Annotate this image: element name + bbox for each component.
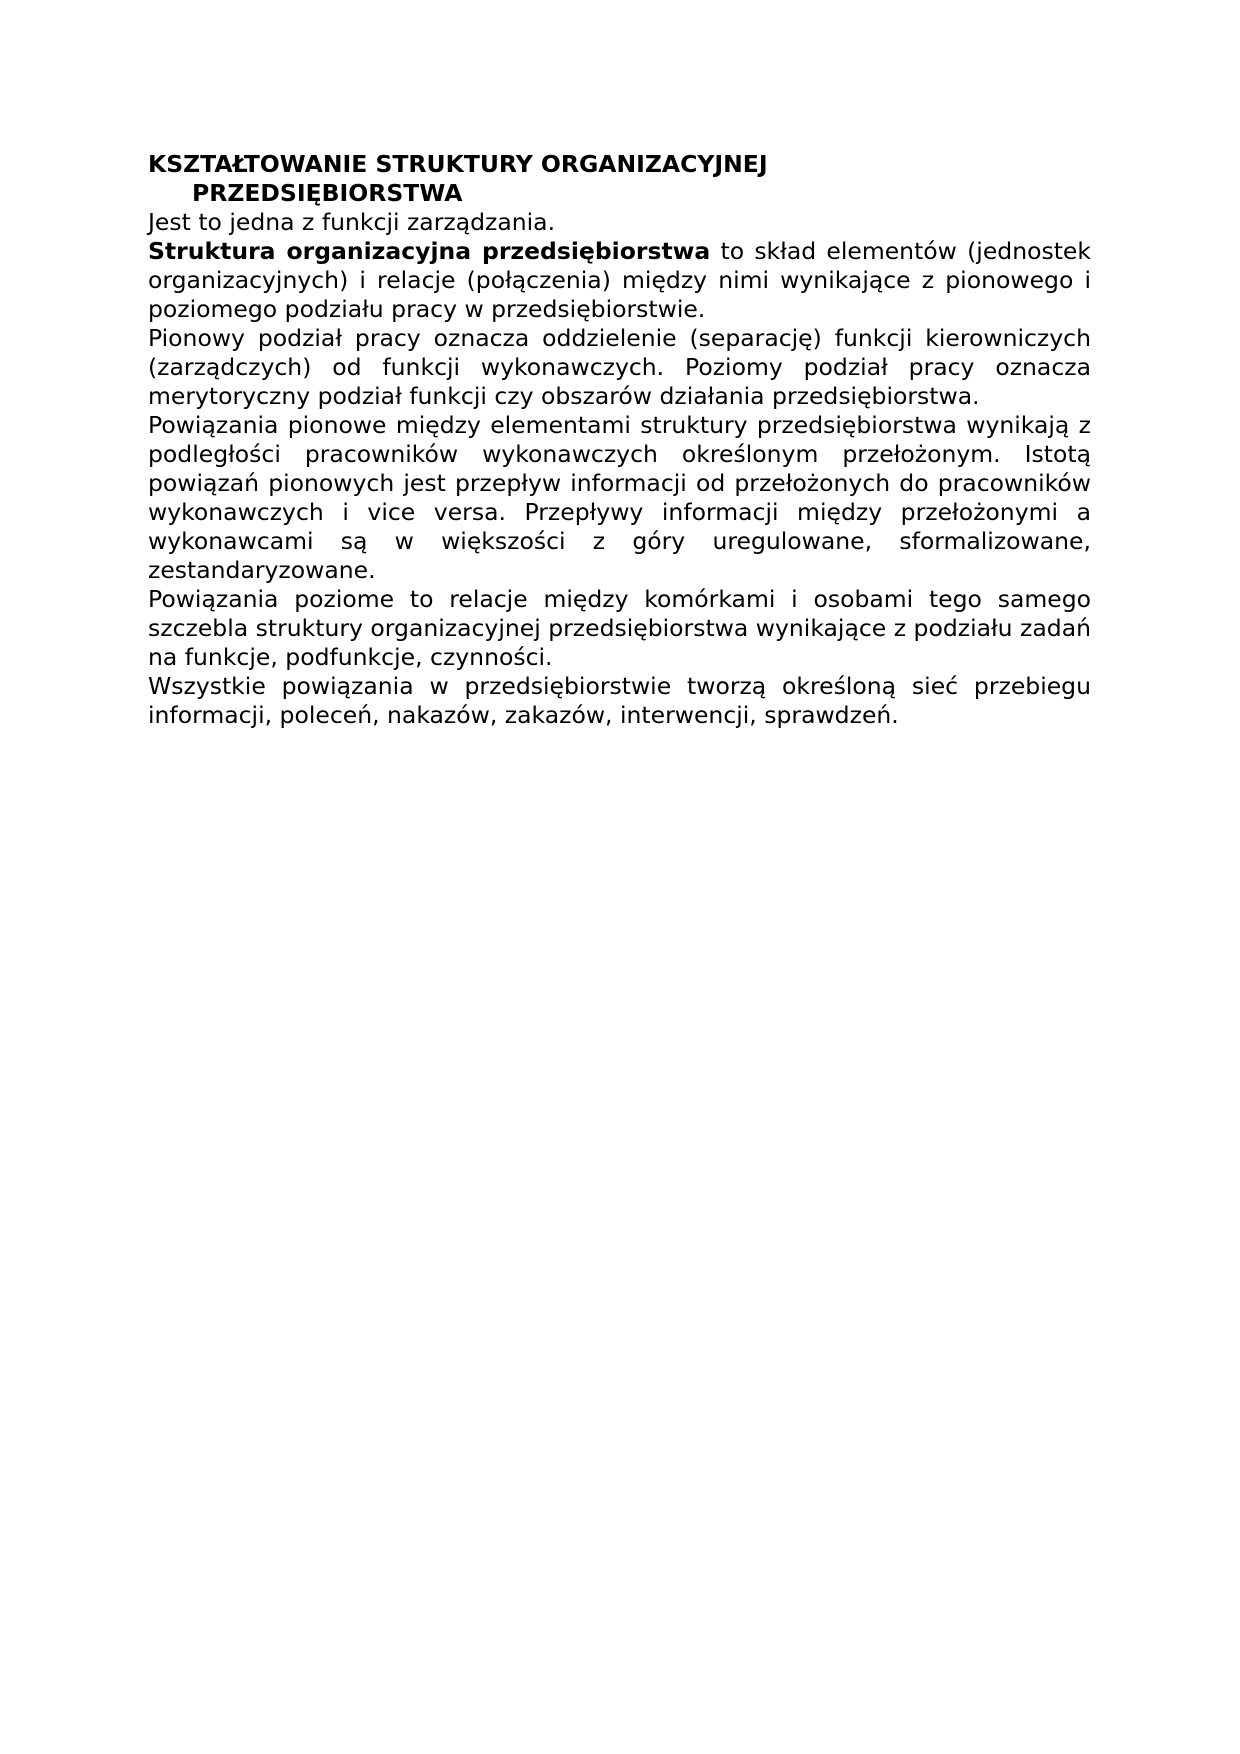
document-body	[148, 150, 1091, 730]
title-line-1: KSZTAŁTOWANIE STRUKTURY ORGANIZACYJNEJ	[148, 150, 768, 178]
horizontal-links-paragraph: Powiązania poziome to relacje między komórkami i osobami tego samego szczebla struktury organizacyjnej przedsiębiorstwa wynikające z podziału zadań na funkcje, podfunkcje, czynności.	[148, 585, 1091, 671]
document-title	[148, 150, 1091, 208]
network-paragraph: Wszystkie powiązania w przedsiębiorstwie tworzą określoną sieć przebiegu informacji, poleceń, nakazów, zakazów, interwencji, sprawdzeń.	[148, 672, 1091, 729]
division-paragraph: Pionowy podział pracy oznacza oddzielenie (separację) funkcji kierowniczych (zarządczych) od funkcji wykonawczych. Poziomy podział pracy oznacza merytoryczny podział funkcji czy obszarów działania przedsiębiorstwa.	[148, 324, 1091, 410]
intro-paragraph: Jest to jedna z funkcji zarządzania.	[148, 208, 556, 236]
definition-term: Struktura organizacyjna przedsiębiorstwa	[148, 237, 711, 265]
title-line-2: PRZEDSIĘBIORSTWA	[192, 179, 463, 207]
vertical-links-paragraph: Powiązania pionowe między elementami struktury przedsiębiorstwa wynikają z podległości pracowników wykonawczych określonym przełożonym. Istotą powiązań pionowych jest przepływ informacji od przełożonych do pracowników wykonawczych i vice versa. Przepływy informacji między przełożonymi a wykonawcami są w większości z góry uregulowane, sformalizowane, zestandaryzowane.	[148, 411, 1091, 584]
definition-text: to skład elementów (jednostek organizacyjnych) i relacje (połączenia) między nimi wynikające z pionowego i poziomego podziału pracy w przedsiębiorstwie.	[148, 237, 1091, 323]
definition-paragraph	[148, 237, 1091, 324]
